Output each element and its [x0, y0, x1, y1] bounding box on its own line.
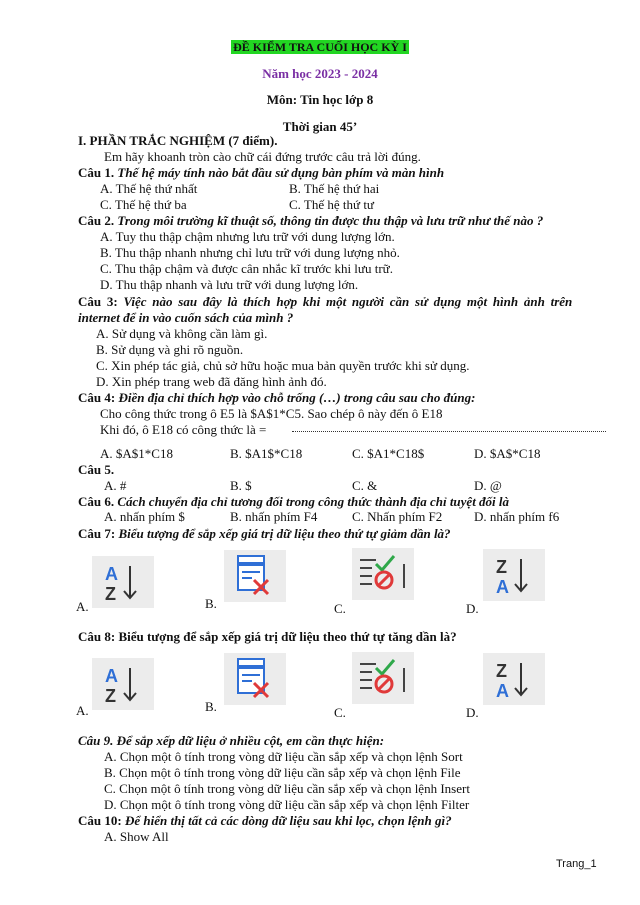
- q4-line-2: Khi đó, ô E18 có công thức là =: [100, 422, 267, 437]
- q4-option-c: C. $A1*C18$: [352, 446, 425, 461]
- page-number: Trang_1: [556, 858, 597, 870]
- svg-text:A: A: [105, 666, 118, 686]
- svg-text:A: A: [105, 564, 118, 584]
- q7-option-b: B.: [205, 596, 217, 611]
- question-7: Câu 7: Biểu tượng để sắp xếp giá trị dữ liệu theo thứ tự giảm dần là?: [78, 526, 451, 541]
- q9-option-b: B. Chọn một ô tính trong vòng dữ liệu cần sắp xếp và chọn lệnh File: [104, 765, 461, 780]
- question-4: Câu 4: Điền địa chỉ thích hợp vào chỗ trống (…) trong câu sau cho đúng:: [78, 390, 476, 405]
- svg-text:Z: Z: [496, 661, 507, 681]
- sort-az-icon: [92, 658, 154, 710]
- q8-option-a: A.: [76, 703, 89, 718]
- q7-option-d: D.: [466, 601, 479, 616]
- q9-option-c: C. Chọn một ô tính trong vòng dữ liệu cần sắp xếp và chọn lệnh Insert: [104, 781, 470, 796]
- sort-az-icon: [92, 556, 154, 608]
- q1-option-d: C. Thế hệ thứ tư: [289, 197, 374, 212]
- q1-option-a: A. Thế hệ thứ nhất: [100, 181, 198, 196]
- svg-text:A: A: [496, 681, 509, 701]
- q4-option-b: B. $A1$*C18: [230, 446, 303, 461]
- answer-blank: [292, 431, 606, 432]
- sort-za-icon: [483, 653, 545, 705]
- q2-option-b: B. Thu thập nhanh nhưng chỉ lưu trữ với dung lượng nhỏ.: [100, 245, 400, 260]
- q8-option-d: D.: [466, 705, 479, 720]
- question-1: Câu 1. Thế hệ máy tính nào bắt đầu sử dụng bàn phím và màn hình: [78, 165, 445, 180]
- q5-option-c: C. &: [352, 478, 378, 493]
- svg-text:Z: Z: [105, 686, 116, 706]
- exam-title: ĐỀ KIỂM TRA CUỐI HỌC KỲ I: [233, 40, 407, 54]
- q3-option-c: C. Xin phép tác giả, chủ sở hữu hoặc mua bản quyền trước khi sử dụng.: [96, 358, 470, 373]
- svg-text:Z: Z: [496, 557, 507, 577]
- q4-option-a: A. $A$1*C18: [100, 446, 173, 461]
- question-9: Câu 9. Để sắp xếp dữ liệu ở nhiều cột, em cần thực hiện:: [78, 733, 385, 748]
- question-3: Câu 3: Việc nào sau đây là thích hợp khi một người cần sử dụng một hình ảnh trên: [78, 294, 573, 309]
- q5-option-a: A. #: [104, 478, 127, 493]
- q10-option-a: A. Show All: [104, 829, 169, 844]
- section-title: I. PHẦN TRẮC NGHIỆM (7 điểm).: [78, 133, 278, 148]
- q7-option-a: A.: [76, 599, 89, 614]
- q6-option-b: B. nhấn phím F4: [230, 509, 318, 524]
- q4-line-1: Cho công thức trong ô E5 là $A$1*C5. Sao chép ô này đến ô E18: [100, 406, 443, 421]
- q2-option-a: A. Tuy thu thập chậm nhưng lưu trữ với dung lượng lớn.: [100, 229, 395, 244]
- q8-option-b: B.: [205, 699, 217, 714]
- question-2: Câu 2. Trong môi trường kĩ thuật số, thông tin được thu thập và lưu trữ như thế nào ?: [78, 213, 544, 228]
- q9-option-a: A. Chọn một ô tính trong vòng dữ liệu cần sắp xếp và chọn lệnh Sort: [104, 749, 463, 764]
- q3-option-b: B. Sử dụng và ghi rõ nguồn.: [96, 342, 244, 357]
- q3-option-d: D. Xin phép trang web đã đăng hình ảnh đó.: [96, 374, 327, 389]
- svg-text:Z: Z: [105, 584, 116, 604]
- question-8: Câu 8: Biểu tượng để sắp xếp giá trị dữ liệu theo thứ tự tăng dần là?: [78, 629, 457, 644]
- subject: Môn: Tin học lớp 8: [266, 92, 374, 107]
- clear-filter-icon: [224, 550, 286, 602]
- q1-option-b: B. Thế hệ thứ hai: [289, 181, 380, 196]
- clear-filter-icon: [224, 653, 286, 705]
- sort-za-icon: [483, 549, 545, 601]
- q2-option-d: D. Thu thập nhanh và lưu trữ với dung lượng lớn.: [100, 277, 359, 292]
- school-year: Năm học 2023 - 2024: [262, 66, 378, 81]
- q6-option-d: D. nhấn phím f6: [474, 509, 560, 524]
- data-validation-icon: [352, 652, 414, 704]
- data-validation-icon: [352, 548, 414, 600]
- q5-option-b: B. $: [230, 478, 252, 493]
- question-10: Câu 10: Để hiển thị tất cả các dòng dữ liệu sau khi lọc, chọn lệnh gì?: [78, 813, 452, 828]
- question-5: Câu 5.: [78, 462, 115, 477]
- q4-option-d: D. $A$*C18: [474, 446, 541, 461]
- q8-option-c: C.: [334, 705, 346, 720]
- question-3-cont: internet để in vào cuốn sách của mình ?: [78, 310, 294, 325]
- question-6: Câu 6. Cách chuyển địa chỉ tương đối trong công thức thành địa chỉ tuyệt đối là: [78, 494, 510, 509]
- q6-option-a: A. nhấn phím $: [104, 509, 185, 524]
- q3-option-a: A. Sử dụng và không cần làm gì.: [96, 326, 268, 341]
- q6-option-c: C. Nhấn phím F2: [352, 509, 443, 524]
- q9-option-d: D. Chọn một ô tính trong vòng dữ liệu cần sắp xếp và chọn lệnh Filter: [104, 797, 470, 812]
- q7-option-c: C.: [334, 601, 346, 616]
- q1-option-c: C. Thế hệ thứ ba: [100, 197, 187, 212]
- svg-text:A: A: [496, 577, 509, 597]
- instruction: Em hãy khoanh tròn cào chữ cái đứng trước câu trả lời đúng.: [104, 149, 421, 164]
- q2-option-c: C. Thu thập chậm và được cân nhắc kĩ trước khi lưu trữ.: [100, 261, 393, 276]
- q5-option-d: D. @: [474, 478, 502, 493]
- time-limit: Thời gian 45’: [282, 119, 358, 134]
